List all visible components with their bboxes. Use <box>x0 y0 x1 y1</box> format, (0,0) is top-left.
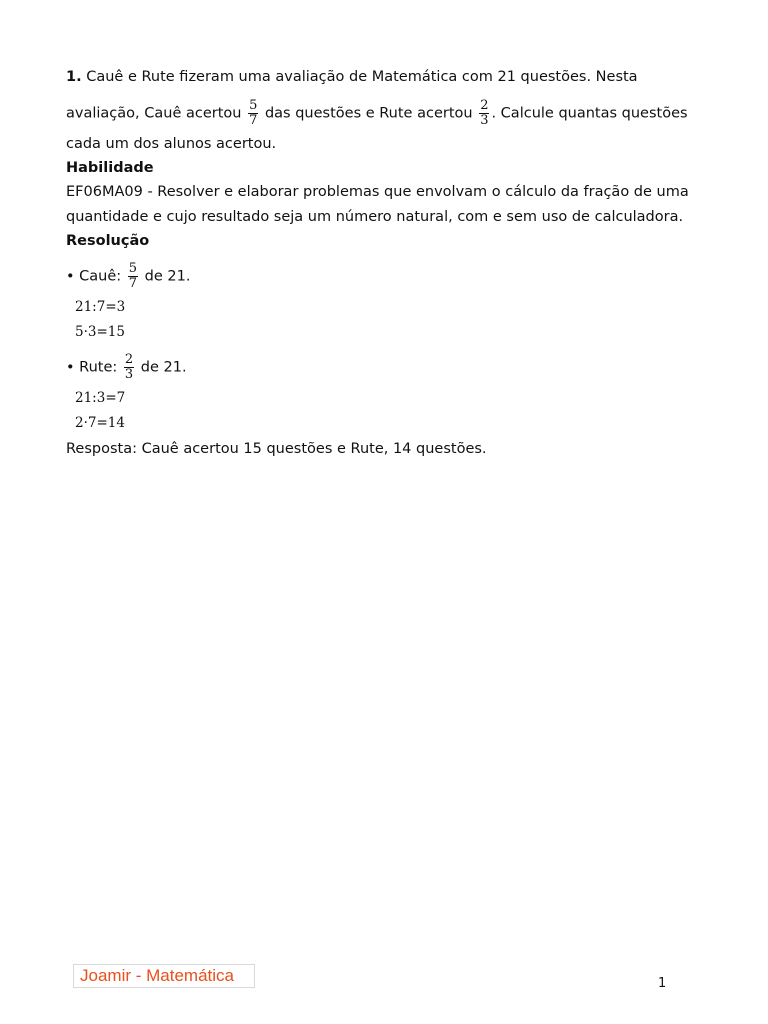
rute-suffix: de 21. <box>140 359 187 376</box>
fraction-denominator: 3 <box>124 367 134 382</box>
fraction-rute <box>479 99 489 128</box>
footer-logo <box>73 964 255 988</box>
fraction-numerator: 5 <box>249 98 258 113</box>
resolution-caue-line <box>66 262 190 291</box>
skill-text-1: EF06MA09 - Resolver e elaborar problemas que envolvam o cálculo da fração de uma <box>66 184 689 200</box>
question-text-2b: das questões e Rute acertou <box>264 105 473 122</box>
fraction-denominator: 3 <box>480 113 489 128</box>
rute-calc-1: 21:3=7 <box>75 390 126 406</box>
fraction-numerator: 2 <box>480 98 489 113</box>
fraction-caue <box>248 99 258 128</box>
caue-prefix: • Cauê: <box>66 268 122 285</box>
question-text-2a: avaliação, Cauê acertou <box>66 105 242 122</box>
answer-text: Resposta: Cauê acertou 15 questões e Rute, 14 questões. <box>66 441 487 457</box>
fraction-denominator: 7 <box>128 276 138 291</box>
resolution-heading: Resolução <box>66 233 150 249</box>
question-text-2c: . Calcule quantas questões <box>491 105 688 122</box>
rute-calc-2: 2·7=14 <box>75 415 125 431</box>
caue-calc-1: 21:7=3 <box>75 299 126 315</box>
caue-calc-2: 5·3=15 <box>75 324 125 340</box>
question-number: 1. <box>66 69 82 85</box>
caue-suffix: de 21. <box>144 268 191 285</box>
question-line-2 <box>66 99 688 128</box>
question-line-3: cada um dos alunos acertou. <box>66 136 277 152</box>
skill-heading: Habilidade <box>66 160 154 176</box>
fraction-numerator: 2 <box>124 352 134 367</box>
skill-text-2: quantidade e cujo resultado seja um número natural, com e sem uso de calculadora. <box>66 209 684 225</box>
question-text-1: Cauê e Rute fizeram uma avaliação de Matemática com 21 questões. Nesta <box>86 69 638 85</box>
question-line-1 <box>66 67 638 87</box>
rute-prefix: • Rute: <box>66 359 118 376</box>
fraction-numerator: 5 <box>128 261 138 276</box>
resolution-rute-line <box>66 353 187 382</box>
fraction-denominator: 7 <box>249 113 258 128</box>
footer-logo-text: Joamir - Matemática <box>80 966 234 985</box>
page-number: 1 <box>658 976 667 991</box>
fraction-rute-resolution <box>124 353 134 382</box>
fraction-caue-resolution <box>128 262 138 291</box>
